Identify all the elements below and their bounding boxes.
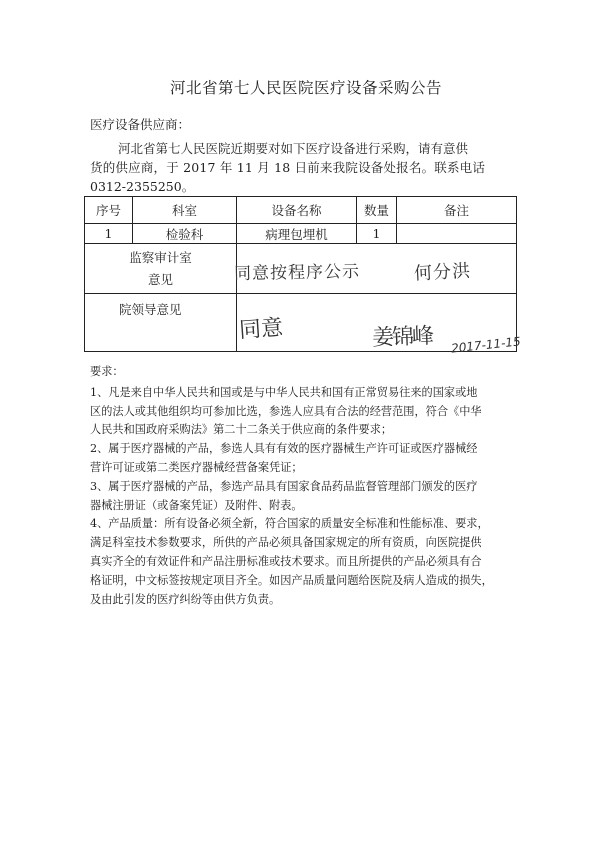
leader-label: 院领导意见 [119, 302, 182, 317]
row-note-cell [397, 224, 517, 244]
intro-line: 0312-2355250。 [90, 179, 195, 194]
handwritten-leader-signature: 姜锦峰 [371, 323, 433, 352]
row-dept-cell: 检验科 [133, 224, 237, 244]
intro-line: 河北省第七人民医院近期要对如下医疗设备进行采购，请有意供 [118, 141, 469, 156]
header-cell: 序号 [85, 197, 133, 224]
requirement-line: 营许可证或第二类医疗器械经营备案凭证； [90, 460, 303, 474]
intro-line: 货的供应商，于 2017 年 11 月 18 日前来我院设备处报名。联系电话 [90, 160, 486, 175]
requirement-line: 2、属于医疗器械的产品，参选人具有有效的医疗器械生产许可证或医疗器械经 [90, 442, 478, 456]
requirement-line: 及由此引发的医疗纠纷等由供方负责。 [90, 592, 281, 606]
audit-label-cell [85, 244, 237, 294]
requirement-line: 3、属于医疗器械的产品，参选产品具有国家食品药品监督管理部门颁发的医疗 [90, 479, 478, 493]
audit-label: 监察审计室 [129, 249, 192, 265]
requirement-line: 真实齐全的有效证件和产品注册标准或技术要求。而且所提供的产品必须具有合 [90, 554, 482, 568]
audit-label-sub: 意见 [147, 271, 173, 287]
requirement-line: 人民共和国政府采购法》第二十二条关于供应商的条件要求； [90, 423, 393, 437]
row-no-cell: 1 [85, 224, 133, 244]
row-qty-cell: 1 [357, 224, 397, 244]
requirement-line: 满足科室技术参数要求，所供的产品必须具备国家规定的所有资质，向医院提供 [90, 536, 482, 550]
handwritten-audit-signature: 何分洪 [413, 260, 472, 285]
requirement-line: 器械注册证（或备案凭证）及附件、附表。 [90, 498, 303, 512]
page-title: 河北省第七人民医院医疗设备采购公告 [169, 79, 442, 97]
handwritten-date: 2017-11-15 [450, 334, 522, 356]
requirement-line: 4、产品质量：所有设备必须全新，符合国家的质量安全标准和性能标准、要求， [90, 517, 489, 531]
handwritten-audit-opinion: 同意按程序公示 [233, 261, 361, 285]
table-row [85, 224, 517, 244]
handwritten-leader-opinion: 同意 [238, 315, 284, 344]
requirement-line: 区的法人或其他组织均可参加比选，参选人应具有合法的经营范围，符合《中华 [90, 404, 482, 418]
requirement-line: 1、凡是来自中华人民共和国或是与中华人民共和国有正常贸易往来的国家或地 [90, 385, 478, 399]
row-device-cell: 病理包埋机 [237, 224, 357, 244]
requirements-section [90, 363, 530, 609]
leader-label-cell [85, 294, 237, 352]
table-header-row [85, 197, 517, 224]
header-cell: 设备名称 [237, 197, 357, 224]
requirements-heading: 要求： [90, 365, 124, 378]
header-cell: 科室 [133, 197, 237, 224]
salutation: 医疗设备供应商： [90, 117, 191, 132]
header-cell: 备注 [397, 197, 517, 224]
header-cell: 数量 [357, 197, 397, 224]
requirement-line: 格证明，中文标签按规定项目齐全。如因产品质量问题给医院及病人造成的损失， [90, 573, 493, 587]
